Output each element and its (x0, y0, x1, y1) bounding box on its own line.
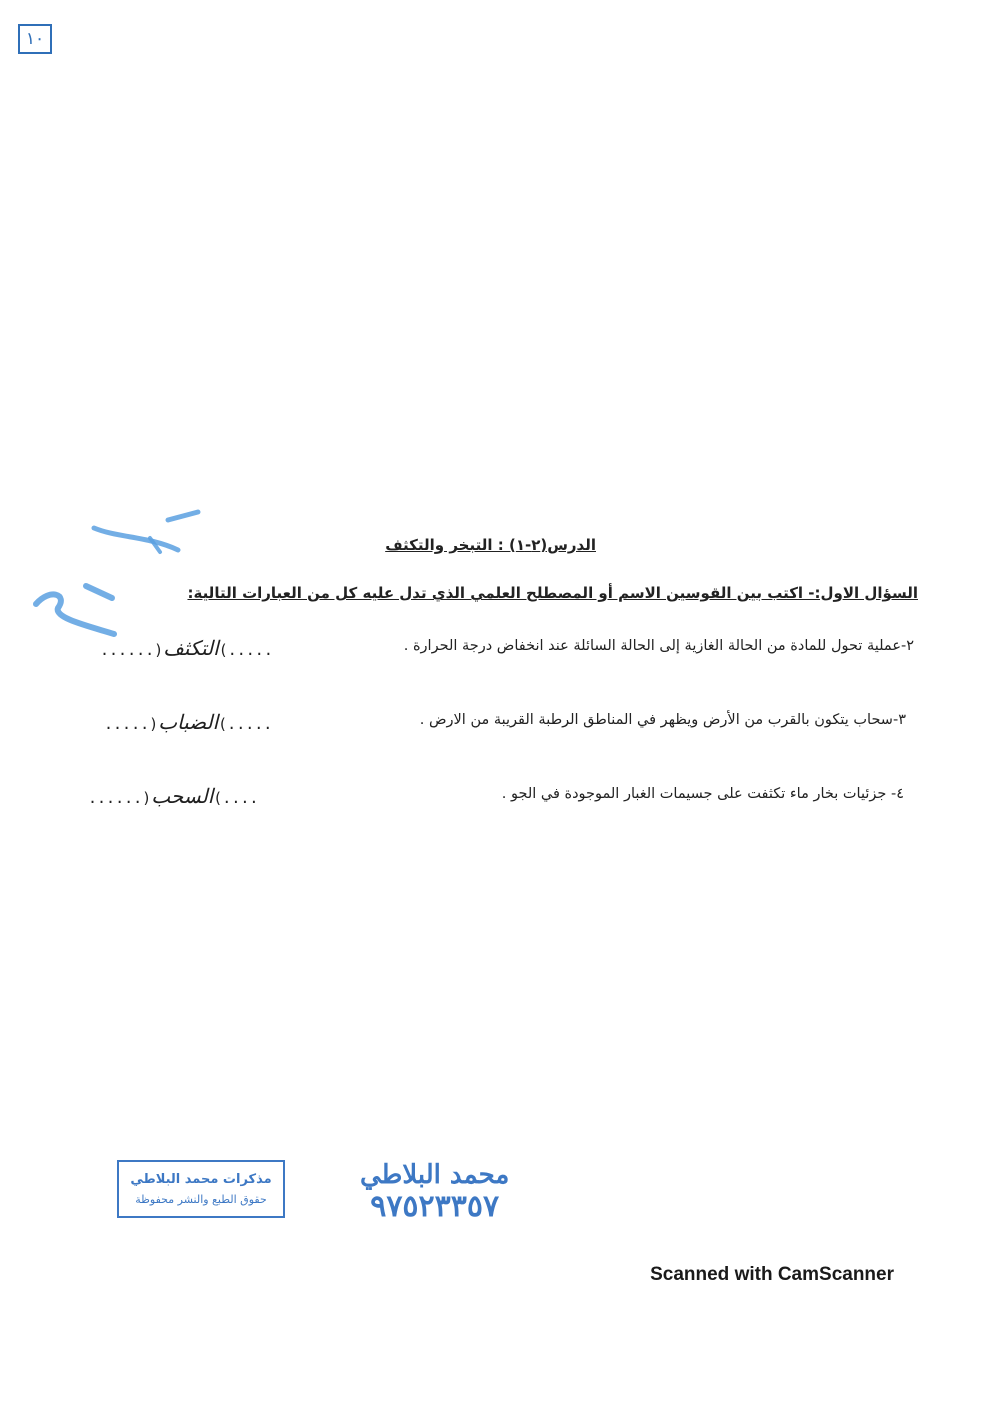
author-name: محمد البلاطي (360, 1160, 510, 1190)
answer-3 (104, 710, 272, 734)
answer-prefix: ......) (88, 789, 152, 807)
answer-suffix: (..... (218, 715, 273, 733)
author-phone: ٩٧٥٢٣٣٥٧ (370, 1189, 500, 1224)
copyright-stamp (117, 1160, 285, 1218)
answer-suffix: (.... (213, 789, 259, 807)
question-item-2: ٢-عملية تحول للمادة من الحالة الغازية إلى الحالة السائلة عند انخفاض درجة الحرارة . (403, 638, 914, 654)
stamp-line-1: مذكرات محمد البلاطي (130, 1172, 272, 1187)
handwritten-answer: الضباب (158, 710, 219, 734)
handwritten-mark-icon (28, 508, 218, 638)
handwritten-answer: السحب (151, 784, 214, 808)
question-item-4: ٤- جزئيات بخار ماء تكثفت على جسيمات الغبار الموجودة في الجو . (501, 786, 904, 802)
question-item-3: ٣-سحاب يتكون بالقرب من الأرض ويظهر في المناطق الرطبة القريبة من الارض . (419, 712, 906, 728)
answer-prefix: .....) (104, 715, 159, 733)
answer-prefix: ......) (100, 641, 164, 659)
author-signature (360, 1160, 509, 1224)
question-instruction: السؤال الاول:- اكتب بين القوسين الاسم أو المصطلح العلمي الذي تدل عليه كل من العبارات التالية: (187, 584, 918, 602)
page-number: ١٠ (18, 24, 52, 54)
answer-suffix: (..... (218, 641, 273, 659)
answer-2 (100, 636, 273, 660)
answer-4 (88, 784, 258, 808)
handwritten-answer: التكثف (163, 636, 219, 660)
stamp-line-2: حقوق الطبع والنشر محفوظة (135, 1193, 267, 1206)
lesson-title: الدرس(٢-١) : التبخر والتكثف (385, 536, 596, 554)
scanner-watermark: Scanned with CamScanner (650, 1264, 894, 1285)
